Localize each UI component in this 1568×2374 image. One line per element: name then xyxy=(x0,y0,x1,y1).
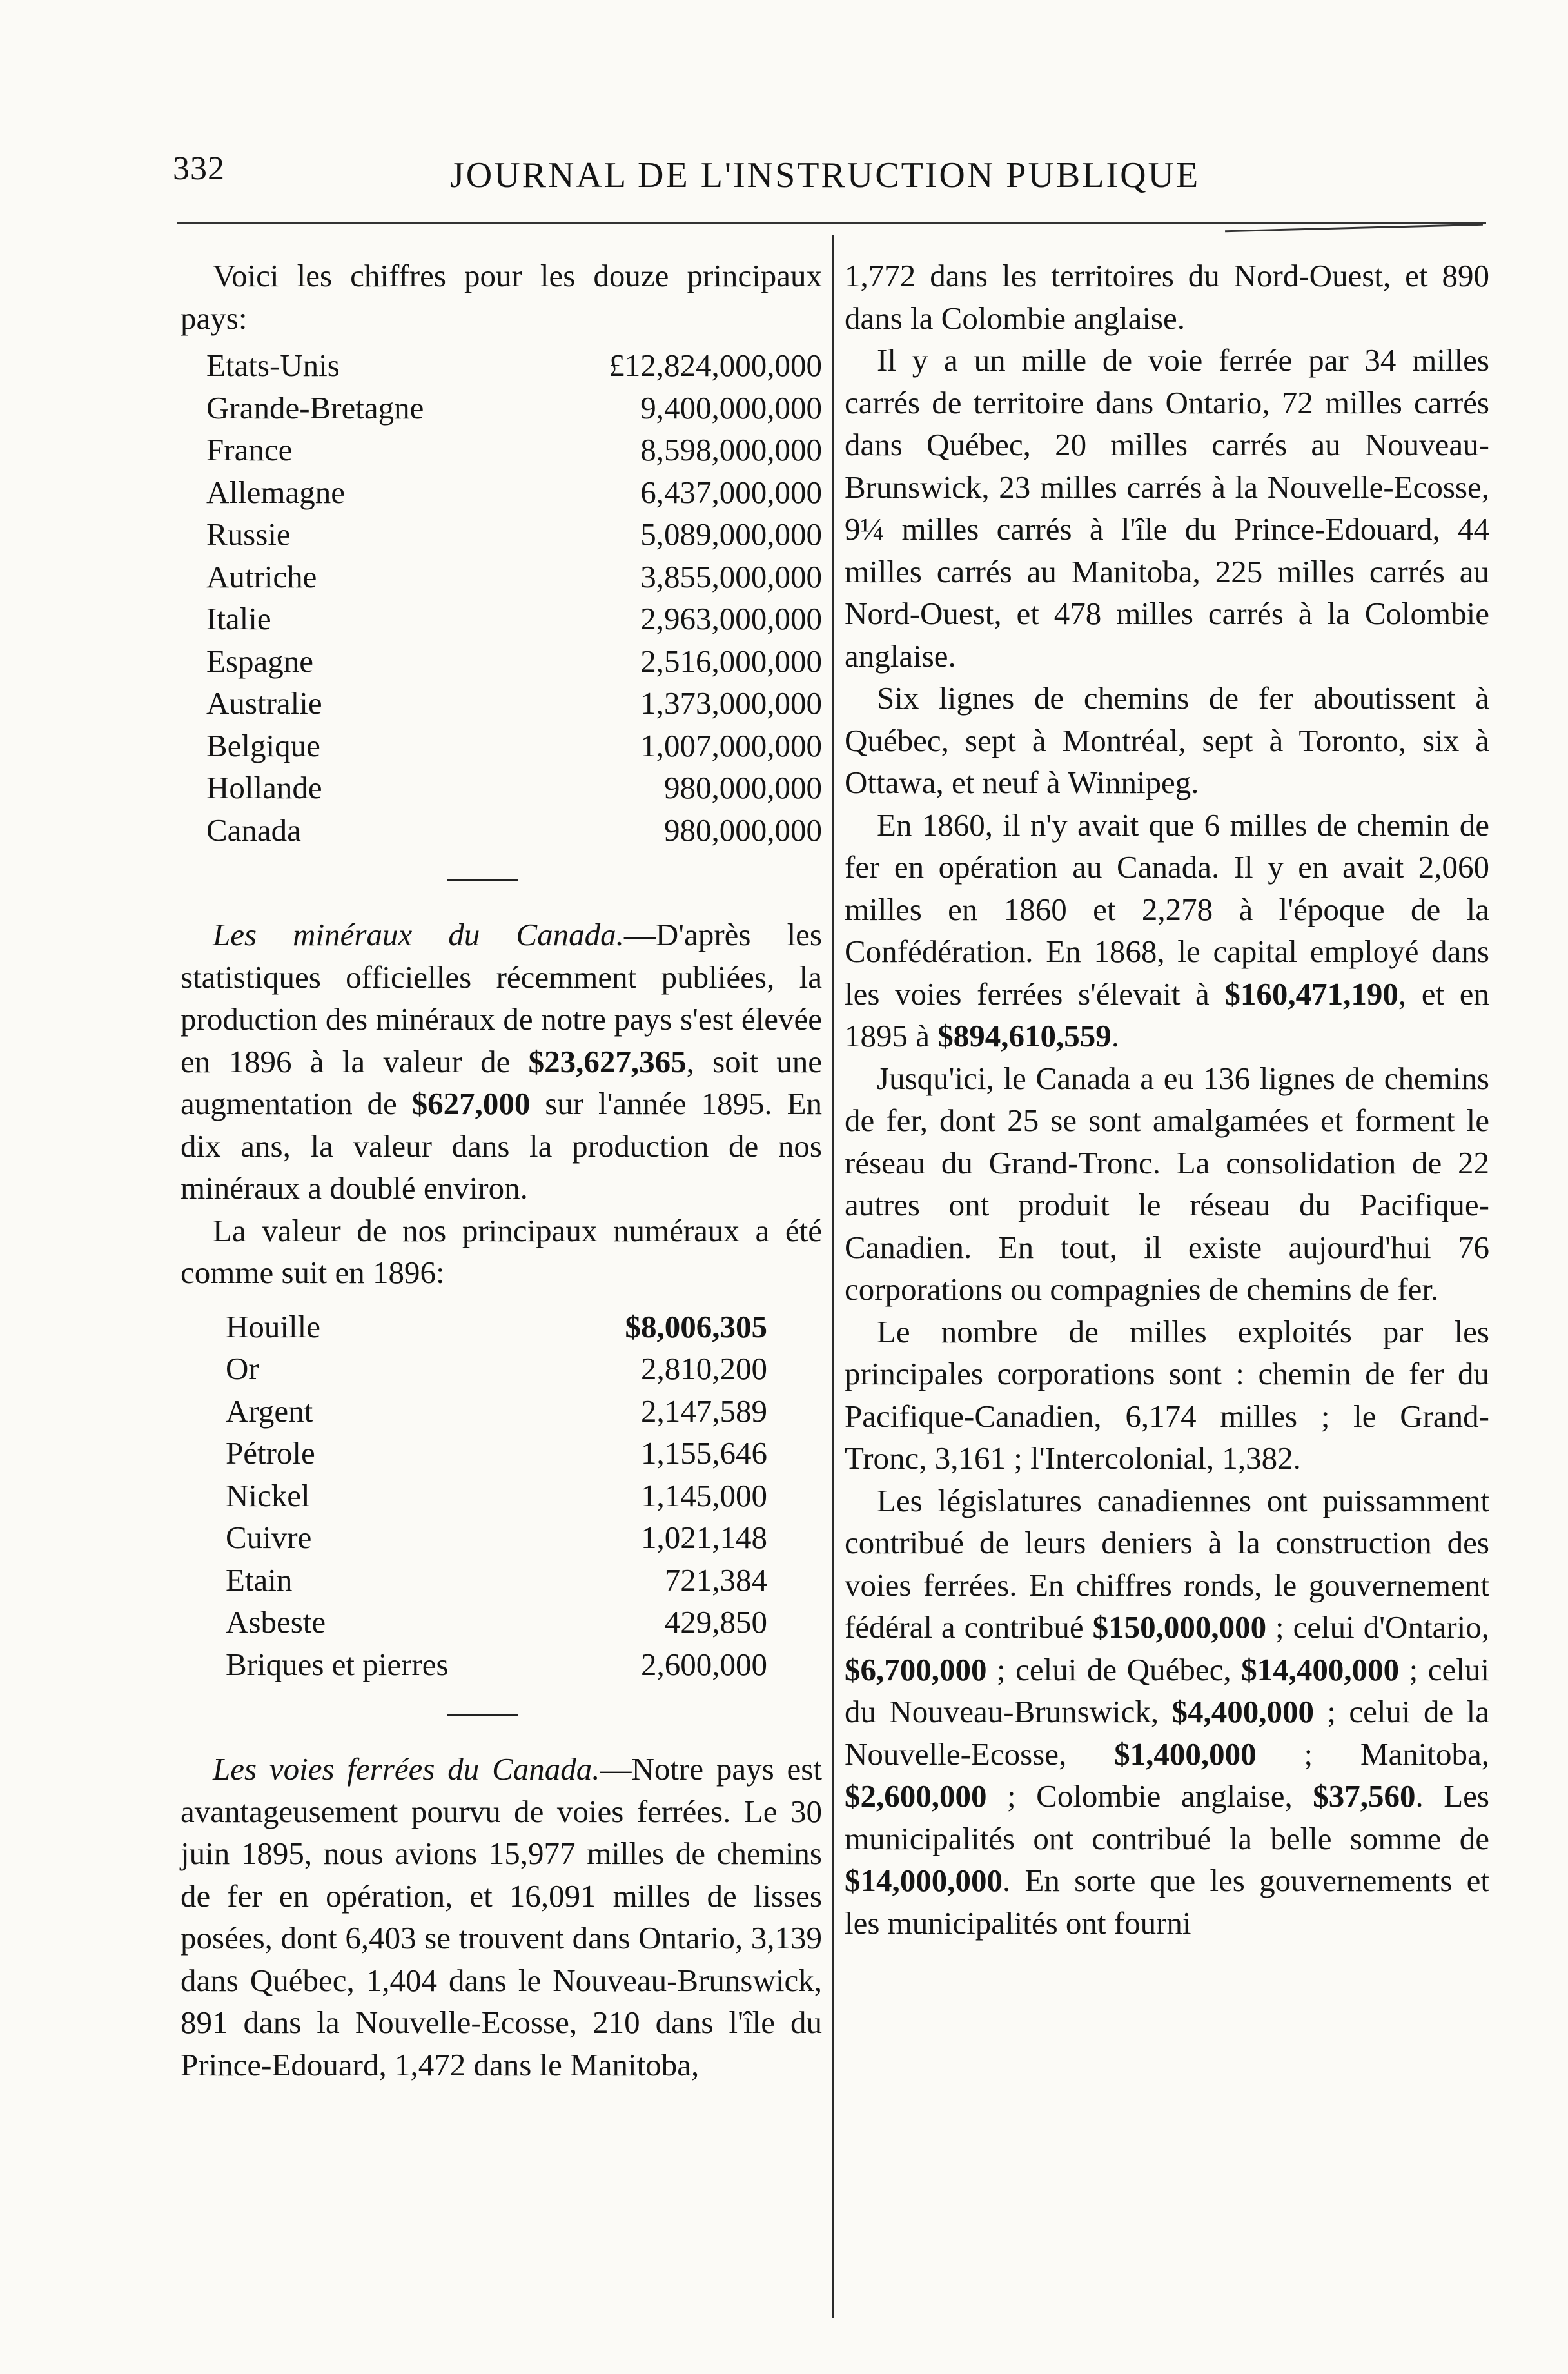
railways-heading: Les voies ferrées du Canada. xyxy=(213,1751,600,1787)
railways-paragraph xyxy=(181,1748,822,2086)
column-divider xyxy=(832,235,834,2318)
country-row-label: Belgique xyxy=(206,727,320,763)
history-value: $894,610,559 xyxy=(937,1018,1112,1054)
running-title: JOURNAL DE L'INSTRUCTION PUBLIQUE xyxy=(450,155,1200,195)
country-row-label: Canada xyxy=(206,812,301,848)
mineral-row xyxy=(226,1516,767,1559)
section-separator xyxy=(447,1714,518,1716)
minerals-intro-paragraph: La valeur de nos principaux numéraux a été comme suit en 1896: xyxy=(181,1212,822,1290)
mineral-row-value: 2,810,200 xyxy=(641,1351,767,1386)
country-row xyxy=(206,556,822,598)
mineral-row-label: Cuivre xyxy=(226,1520,312,1555)
country-row-value: 2,963,000,000 xyxy=(640,601,822,636)
country-row-value: 2,516,000,000 xyxy=(640,643,822,679)
country-row-label: Russie xyxy=(206,516,291,552)
country-row xyxy=(206,513,822,556)
country-row-value: 8,598,000,000 xyxy=(640,432,822,467)
subsidies-value: $1,400,000 xyxy=(1114,1736,1257,1772)
history-text: En 1860, il n'y avait que 6 milles de chemin de fer en opération au Canada. Il y en avait 2,060 milles en 1860 et 2,278 à l'époque de la Confédération. En 1868, le capital employé dans les voies ferrées s'élevait à xyxy=(845,807,1489,1012)
mineral-row-label: Or xyxy=(226,1351,259,1386)
paragraph-companies: Jusqu'ici, le Canada a eu 136 lignes de chemins de fer, dont 25 se sont amalgamées et forment le réseau du Grand-Tronc. La consolidation de 22 autres ont produit le réseau du Pacifique-Canadien. En tout, il existe aujourd'hui 76 corporations ou compagnies de chemins de fer. xyxy=(845,1060,1489,1307)
subsidies-text: ; Manitoba, xyxy=(1256,1736,1489,1772)
mineral-row-label: Argent xyxy=(226,1393,313,1429)
mineral-row-value: 721,384 xyxy=(664,1562,767,1598)
country-row xyxy=(206,682,822,725)
country-row-label: Italie xyxy=(206,601,271,636)
subsidies-text: Les législatures canadiennes ont puissamment contribué de leurs deniers à la construction des voies ferrées. En chiffres ronds, le gouvernement fédéral a contribué xyxy=(845,1482,1489,1645)
subsidies-text: ; celui de la Nouvelle-Ecosse, xyxy=(845,1694,1489,1772)
header-rule-flourish xyxy=(1225,224,1483,232)
country-row-label: Etats-Unis xyxy=(206,348,340,383)
mineral-row xyxy=(226,1559,767,1602)
mineral-row-label: Etain xyxy=(226,1562,293,1598)
subsidies-text: ; celui d'Ontario, xyxy=(1266,1609,1489,1645)
country-row xyxy=(206,429,822,471)
mineral-row xyxy=(226,1432,767,1475)
history-value: $160,471,190 xyxy=(1224,976,1398,1012)
page-header xyxy=(173,150,1230,201)
minerals-text: , soit une augmentation de xyxy=(181,1043,822,1121)
country-row xyxy=(206,725,822,767)
minerals-value: $627,000 xyxy=(411,1086,531,1121)
subsidies-value: $4,400,000 xyxy=(1171,1694,1315,1729)
minerals-paragraph xyxy=(181,914,822,1210)
subsidies-value: $14,000,000 xyxy=(845,1863,1003,1898)
country-row-label: Espagne xyxy=(206,643,313,679)
intro-paragraph: Voici les chiffres pour les douze principaux pays: xyxy=(181,258,822,336)
subsidies-value: $6,700,000 xyxy=(845,1651,987,1687)
country-row-value: 9,400,000,000 xyxy=(640,389,822,426)
mineral-row-value: $8,006,305 xyxy=(625,1308,767,1344)
country-row xyxy=(206,598,822,640)
country-row-value: 3,855,000,000 xyxy=(640,558,822,594)
country-row-value: 1,007,000,000 xyxy=(640,727,822,763)
history-text: , et en 1895 à xyxy=(845,976,1489,1054)
country-row-label: Autriche xyxy=(206,558,317,594)
mineral-row-value: 1,145,000 xyxy=(641,1477,767,1513)
mineral-row-value: 429,850 xyxy=(664,1604,767,1640)
country-row xyxy=(206,640,822,683)
country-row xyxy=(206,471,822,514)
mineral-row xyxy=(226,1306,767,1348)
mineral-row-value: 1,021,148 xyxy=(641,1520,767,1555)
right-column xyxy=(845,255,1489,1944)
mineral-row xyxy=(226,1643,767,1686)
subsidies-text: ; celui de Québec, xyxy=(986,1651,1242,1687)
subsidies-text: ; celui du Nouveau-Brunswick, xyxy=(845,1651,1490,1729)
mineral-row xyxy=(226,1601,767,1643)
country-row xyxy=(206,767,822,809)
mineral-row-value: 2,600,000 xyxy=(641,1646,767,1682)
country-row-value: 980,000,000 xyxy=(664,812,822,848)
country-row-label: Hollande xyxy=(206,770,322,805)
paragraph-history xyxy=(845,804,1489,1057)
subsidies-text: . Les municipalités ont contribué la belle somme de xyxy=(845,1778,1489,1856)
paragraph-mileage: Le nombre de milles exploités par les principales corporations sont : chemin de fer du Pacifique-Canadien, 6,174 milles ; le Grand-Tronc, 3,161 ; l'Intercolonial, 1,382. xyxy=(845,1313,1489,1476)
minerals-text: sur l'année 1895. En dix ans, la valeur dans la production de nos minéraux a doublé environ. xyxy=(181,1086,823,1206)
subsidies-text: . En sorte que les gouvernements et les municipalités ont fourni xyxy=(845,1863,1489,1941)
history-text: . xyxy=(1111,1018,1119,1054)
subsidies-value: $14,400,000 xyxy=(1241,1651,1400,1687)
country-row-label: Grande-Bretagne xyxy=(206,389,424,426)
mineral-row xyxy=(226,1390,767,1433)
country-row-value: £12,824,000,000 xyxy=(609,348,822,383)
subsidies-value: $150,000,000 xyxy=(1092,1609,1267,1645)
mineral-row-label: Houille xyxy=(226,1308,320,1344)
subsidies-value: $2,600,000 xyxy=(845,1778,987,1814)
countries-table xyxy=(206,344,822,851)
paragraph-density: Il y a un mille de voie ferrée par 34 milles carrés de territoire dans Ontario, 72 milles carrés dans Québec, 20 milles carrés au Nouveau-Brunswick, 23 milles carrés à la Nouvelle-Ecosse, 9¼ milles carrés à l'île du Prince-Edouard, 44 milles carrés au Manitoba, 225 milles carrés au Nord-Ouest, et 478 milles carrés à la Colombie anglaise. xyxy=(845,342,1489,674)
page-number: 332 xyxy=(173,150,225,187)
mineral-row-value: 1,155,646 xyxy=(641,1435,767,1471)
mineral-row xyxy=(226,1348,767,1390)
minerals-table xyxy=(226,1306,767,1686)
mineral-row-label: Asbeste xyxy=(226,1604,326,1640)
paragraph-lines: Six lignes de chemins de fer aboutissent à Québec, sept à Montréal, sept à Toronto, six à Ottawa, et neuf à Winnipeg. xyxy=(845,680,1489,800)
country-row xyxy=(206,344,822,387)
minerals-heading: Les minéraux du Canada. xyxy=(213,917,624,952)
country-row xyxy=(206,809,822,852)
mineral-row-label: Briques et pierres xyxy=(226,1646,449,1682)
mineral-row xyxy=(226,1475,767,1517)
country-row xyxy=(206,387,822,429)
country-row-value: 5,089,000,000 xyxy=(640,516,822,552)
mineral-row-label: Nickel xyxy=(226,1477,310,1513)
header-rule xyxy=(177,222,1486,224)
country-row-label: Australie xyxy=(206,685,322,721)
mineral-row-value: 2,147,589 xyxy=(641,1393,767,1429)
country-row-label: Allemagne xyxy=(206,474,345,510)
subsidies-value: $37,560 xyxy=(1313,1778,1416,1814)
country-row-label: France xyxy=(206,432,293,467)
country-row-value: 980,000,000 xyxy=(664,770,822,805)
subsidies-text: ; Colombie anglaise, xyxy=(986,1778,1313,1814)
country-row-value: 6,437,000,000 xyxy=(640,474,822,510)
mineral-row-label: Pétrole xyxy=(226,1435,315,1471)
country-row-value: 1,373,000,000 xyxy=(640,685,822,721)
left-column xyxy=(181,255,822,2086)
paragraph-continued: 1,772 dans les territoires du Nord-Ouest, et 890 dans la Colombie anglaise. xyxy=(845,258,1489,336)
paragraph-subsidies xyxy=(845,1480,1489,1945)
section-separator xyxy=(447,879,518,881)
minerals-value: $23,627,365 xyxy=(528,1043,687,1079)
railways-text: —Notre pays est avantageusement pourvu de voies ferrées. Le 30 juin 1895, nous avions 15,977 milles de chemins de fer en opération, et 16,091 milles de lisses posées, dont 6,403 se trouvent dans Ontario, 3,139 dans Québec, 1,404 dans le Nouveau-Brunswick, 891 dans la Nouvelle-Ecosse, 210 dans l'île du Prince-Edouard, 1,472 dans le Manitoba, xyxy=(181,1751,822,2083)
minerals-text: —D'après les statistiques officielles récemment publiées, la production des minéraux de notre pays s'est élevée en 1896 à la valeur de xyxy=(181,917,823,1079)
